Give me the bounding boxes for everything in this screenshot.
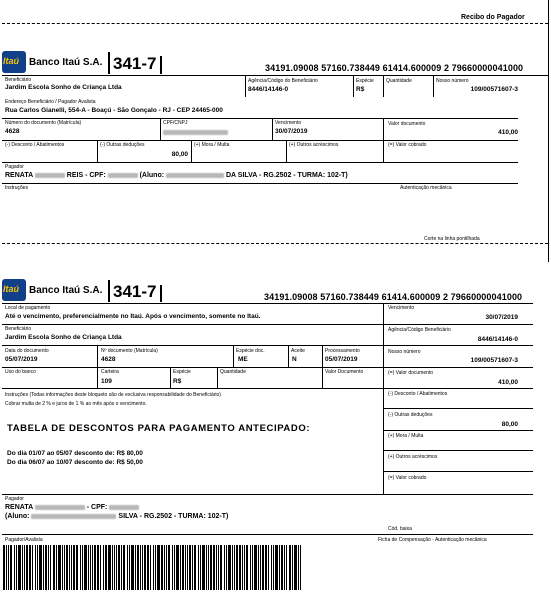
pagador-aluno-label: (Aluno: — [139, 172, 165, 179]
pagador-name: RENATA — [5, 504, 33, 511]
barcode-bar — [279, 545, 280, 590]
barcode-bar — [168, 545, 170, 590]
barcode-bar — [216, 545, 217, 590]
valor-cobrado-label: (=) Valor cobrado — [388, 142, 427, 148]
cod-baixa-label: Cód. baixa — [388, 526, 412, 532]
col-divider — [160, 118, 161, 140]
barcode-bar — [94, 545, 96, 590]
barcode-bar — [239, 545, 241, 590]
quantidade-label: Quantidade — [386, 78, 412, 84]
barcode-bar — [252, 545, 253, 590]
barcode-bar — [228, 545, 231, 590]
barcode-bar — [294, 545, 297, 590]
b-mora-label: (+) Mora / Multa — [388, 433, 424, 439]
barcode-bar — [121, 545, 122, 590]
b-especie-label: Espécie — [173, 369, 191, 375]
barcode-bar — [281, 545, 283, 590]
col-divider — [322, 345, 323, 367]
desconto-line-2: Do dia 06/07 ao 10/07 desconto de: R$ 50,00 — [7, 459, 143, 466]
barcode-bar — [202, 545, 205, 590]
b-desconto-label: (-) Desconto / Abatimentos — [388, 391, 448, 397]
row-rule — [2, 118, 518, 119]
data-doc-value: 05/07/2019 — [5, 356, 38, 363]
instrucoes-label: Instruções — [5, 185, 29, 191]
bank-name: Banco Itaú S.A. — [29, 57, 103, 68]
barcode — [3, 545, 308, 590]
barcode-bar — [155, 545, 156, 590]
row-rule — [2, 388, 533, 389]
barcode-bar — [118, 545, 120, 590]
row-rule — [2, 183, 518, 184]
redacted-text — [108, 173, 138, 178]
barcode-bar — [244, 545, 245, 590]
col-divider — [286, 140, 287, 162]
barcode-bar — [198, 545, 199, 590]
barcode-bar — [289, 545, 291, 590]
pagador-label: Pagador — [5, 164, 24, 170]
aceite-value: N — [292, 356, 297, 363]
row-rule — [2, 367, 533, 368]
beneficiario-label: Beneficiário — [5, 77, 32, 83]
barcode-bar — [43, 545, 44, 590]
b-outras-deducoes-label: (-) Outras deduções — [388, 412, 433, 418]
bank-code-bottom: 341-7 — [113, 282, 157, 301]
barcode-bar — [172, 545, 173, 590]
pagador-cpf-label: REIS - CPF: — [66, 172, 106, 179]
barcode-bar — [18, 545, 21, 590]
outras-deducoes-value: 80,00 — [171, 151, 188, 158]
barcode-bar — [88, 545, 89, 590]
barcode-bar — [84, 545, 87, 590]
col-divider — [97, 140, 98, 162]
barcode-bar — [108, 545, 111, 590]
b-pagador-line-2 — [5, 513, 228, 521]
barcode-bar — [142, 545, 143, 590]
aceite-label: Aceite — [291, 348, 305, 354]
header-rule — [2, 303, 533, 304]
b-instrucoes-label: Instruções (Todas informações deste bloqueto são de exclusiva responsabilidade do Beneficiário) — [5, 392, 221, 398]
col-divider — [433, 75, 434, 97]
barcode-bar — [48, 545, 49, 590]
processamento-value: 05/07/2019 — [325, 356, 358, 363]
barcode-bar — [90, 545, 91, 590]
barcode-bar — [147, 545, 149, 590]
barcode-bar — [14, 545, 15, 590]
col-divider — [272, 118, 273, 140]
barcode-bar — [298, 545, 299, 590]
b-acrescimos-label: (+) Outros acréscimos — [388, 454, 438, 460]
row-rule — [2, 345, 533, 346]
col-divider — [288, 345, 289, 367]
b-valor-doc-value: 410,00 — [498, 379, 518, 386]
pagador-name: RENATA — [5, 172, 33, 179]
endereco-value: Rua Carlos Gianelli, 554-A - Boaçú - São Gonçalo - RJ - CEP 24465-000 — [5, 107, 223, 114]
barcode-bar — [182, 545, 184, 590]
row-rule — [383, 471, 533, 472]
especie-label: Espécie — [356, 78, 374, 84]
desconto-line-1: Do dia 01/07 ao 05/07 desconto de: R$ 80,00 — [7, 450, 143, 457]
autenticacao-label: Autenticação mecânica — [400, 185, 452, 191]
barcode-bar — [194, 545, 196, 590]
barcode-bar — [208, 545, 209, 590]
barcode-bar — [164, 545, 165, 590]
col-divider — [322, 367, 323, 388]
b-valor-doc-label: (=) Valor documento — [388, 370, 434, 376]
barcode-bar — [24, 545, 25, 590]
barcode-bar — [176, 545, 179, 590]
barcode-bar — [127, 545, 128, 590]
itau-logo-bottom: Itaú — [2, 279, 26, 301]
barcode-bar — [185, 545, 186, 590]
barcode-bar — [232, 545, 233, 590]
barcode-bar — [103, 545, 104, 590]
barcode-bar — [92, 545, 93, 590]
row-rule — [2, 534, 533, 535]
b-pagador-label: Pagador — [5, 496, 24, 502]
bank-divider — [108, 280, 110, 302]
col-divider — [233, 345, 234, 367]
barcode-bar — [200, 545, 201, 590]
numero-doc-label: Número do documento (Matrícula) — [5, 120, 82, 126]
cut-line — [2, 243, 548, 244]
barcode-bar — [29, 545, 31, 590]
carteira-value: 109 — [101, 378, 112, 385]
barcode-bar — [131, 545, 134, 590]
bank-name-bottom: Banco Itaú S.A. — [29, 285, 103, 296]
row-rule — [383, 430, 533, 431]
barcode-bar — [273, 545, 274, 590]
barcode-bar — [246, 545, 248, 590]
barcode-bar — [210, 545, 212, 590]
barcode-bar — [150, 545, 151, 590]
barcode-bar — [137, 545, 139, 590]
barcode-bar — [254, 545, 257, 590]
local-label: Local de pagamento — [5, 305, 51, 311]
barcode-bar — [32, 545, 33, 590]
barcode-bar — [166, 545, 167, 590]
local-value: Até o vencimento, preferencialmente no Itaú. Após o vencimento, somente no Itaú. — [5, 313, 261, 320]
b-outras-deducoes-value: 80,00 — [501, 421, 518, 428]
barcode-bar — [226, 545, 227, 590]
barcode-bar — [80, 545, 81, 590]
ndoc-label: Nº documento (Matrícula) — [101, 348, 158, 354]
barcode-bar — [140, 545, 141, 590]
col-divider — [97, 367, 98, 388]
barcode-bar — [284, 545, 285, 590]
barcode-bar — [35, 545, 36, 590]
barcode-bar — [62, 545, 63, 590]
uso-banco-label: Uso do banco — [5, 369, 36, 375]
top-cut-line — [2, 23, 548, 24]
barcode-bar — [123, 545, 125, 590]
b-valor-cobrado-label: (=) Valor cobrado — [388, 475, 427, 481]
barcode-bar — [8, 545, 9, 590]
barcode-bar — [26, 545, 28, 590]
b-beneficiario-label: Beneficiário — [5, 326, 32, 332]
nosso-numero-label: Nosso número — [436, 78, 469, 84]
vencimento-value: 30/07/2019 — [275, 128, 308, 135]
b-vencimento-label: Vencimento — [388, 305, 415, 311]
agencia-label: Agência/Código do Beneficiário — [248, 78, 318, 84]
barcode-bar — [258, 545, 259, 590]
multa-text: Cobrar multa de 2 % e juros de 1 % ao mês após o vencimento. — [5, 401, 147, 407]
cpf-label: CPF/CNPJ — [163, 120, 188, 126]
barcode-bar — [58, 545, 61, 590]
barcode-bar — [116, 545, 117, 590]
col-divider — [353, 75, 354, 97]
barcode-bar — [213, 545, 215, 590]
col-divider — [383, 118, 384, 140]
row-rule — [2, 324, 533, 325]
barcode-bar — [271, 545, 272, 590]
barcode-bar — [73, 545, 75, 590]
row-rule — [2, 162, 518, 163]
barcode-bar — [260, 545, 261, 590]
pagador-aluno-info: DA SILVA - RG.2502 - TURMA: 102-T) — [225, 172, 348, 179]
barcode-bar — [37, 545, 38, 590]
pagador-aluno-label: (Aluno: — [5, 513, 30, 520]
data-doc-label: Data do documento — [5, 348, 49, 354]
col-divider — [191, 140, 192, 162]
b-quantidade-label: Quantidade — [220, 369, 246, 375]
especie-value: R$ — [356, 86, 365, 93]
receipt-title: Recibo do Pagador — [461, 14, 525, 21]
avalista-label: Pagador/Avalista — [5, 537, 43, 543]
barcode-bar — [192, 545, 193, 590]
barcode-bar — [144, 545, 146, 590]
beneficiario-value: Jardim Escola Sonho de Criança Ltda — [5, 84, 122, 91]
redacted-text — [35, 173, 65, 178]
redacted-text — [166, 173, 224, 178]
bank-divider-2 — [160, 56, 162, 74]
barcode-bar — [292, 545, 293, 590]
row-rule — [2, 494, 533, 495]
barcode-bar — [45, 545, 47, 590]
digitable-line: 34191.09008 57160.738449 61414.600009 2 79660000041000 — [265, 63, 524, 73]
barcode-bar — [76, 545, 78, 590]
pagador-aluno-info: SILVA - RG.2502 - TURMA: 102-T) — [118, 513, 229, 520]
b-agencia-value: 8446/14146-0 — [477, 336, 518, 343]
barcode-bar — [71, 545, 72, 590]
barcode-bar — [265, 545, 267, 590]
bank-divider-2 — [160, 285, 162, 302]
b-nosso-numero-label: Nosso número — [388, 349, 421, 355]
corte-label: Corte na linha pontilhada — [424, 236, 480, 242]
barcode-bar — [66, 545, 68, 590]
tabela-title: TABELA DE DESCONTOS PARA PAGAMENTO ANTECIPADO: — [7, 423, 311, 434]
barcode-bar — [3, 545, 5, 590]
barcode-bar — [236, 545, 238, 590]
barcode-bar — [39, 545, 42, 590]
redacted-text — [35, 505, 85, 510]
nosso-numero-value: 109/00571607-3 — [470, 86, 518, 93]
digitable-line-bottom: 34191.09008 57160.738449 61414.600009 2 79660000041000 — [264, 292, 523, 302]
b-vencimento-value: 30/07/2019 — [485, 314, 518, 321]
barcode-bar — [242, 545, 243, 590]
valor-doc-value: 410,00 — [498, 129, 518, 136]
redacted-text — [109, 505, 139, 510]
page-right-border — [548, 0, 549, 262]
outras-deducoes-label: (-) Outras deduções — [100, 142, 145, 148]
valor-doc-label: Valor documento — [388, 121, 426, 127]
barcode-bar — [10, 545, 12, 590]
barcode-bar — [262, 545, 264, 590]
b-especie-value: R$ — [173, 378, 182, 385]
barcode-bar — [234, 545, 235, 590]
ndoc-value: 4628 — [101, 356, 116, 363]
barcode-bar — [153, 545, 154, 590]
acrescimos-label: (+) Outros acréscimos — [289, 142, 339, 148]
barcode-bar — [180, 545, 181, 590]
barcode-bar — [161, 545, 163, 590]
barcode-bar — [218, 545, 219, 590]
row-rule — [383, 450, 533, 451]
bank-code: 341-7 — [113, 54, 157, 73]
row-rule — [2, 140, 518, 141]
valor-documento-label: Valor Documento — [325, 369, 364, 375]
barcode-bar — [69, 545, 70, 590]
processamento-label: Processamento — [325, 348, 360, 354]
pagador-cpf-label: - CPF: — [86, 504, 108, 511]
barcode-bar — [300, 545, 301, 590]
col-divider — [245, 75, 246, 97]
vencimento-label: Vencimento — [275, 120, 302, 126]
b-nosso-numero-value: 109/00571607-3 — [470, 357, 518, 364]
numero-doc-value: 4628 — [5, 128, 20, 135]
mora-label: (+) Mora / Multa — [194, 142, 230, 148]
barcode-bar — [22, 545, 23, 590]
col-divider — [217, 367, 218, 388]
col-divider — [97, 345, 98, 367]
col-divider — [383, 140, 384, 162]
especie-doc-value: ME — [238, 356, 248, 363]
barcode-bar — [105, 545, 107, 590]
row-rule — [383, 408, 533, 409]
itau-logo: Itaú — [2, 51, 26, 73]
cpf-redacted — [163, 130, 228, 135]
barcode-bar — [220, 545, 222, 590]
barcode-bar — [250, 545, 251, 590]
barcode-bar — [82, 545, 83, 590]
header-rule — [2, 75, 548, 76]
barcode-bar — [268, 545, 269, 590]
barcode-bar — [187, 545, 188, 590]
redacted-text — [31, 514, 116, 519]
barcode-bar — [206, 545, 207, 590]
right-column-divider — [383, 303, 384, 495]
carteira-label: Carteira — [101, 369, 119, 375]
barcode-bar — [97, 545, 99, 590]
barcode-bar — [112, 545, 113, 590]
barcode-bar — [129, 545, 130, 590]
ficha-label: Ficha de Compensação - Autenticação mecânica — [378, 537, 487, 543]
col-divider — [383, 75, 384, 97]
barcode-bar — [224, 545, 225, 590]
endereco-label: Endereço Beneficiário / Pagador Avalista — [5, 99, 96, 105]
barcode-bar — [50, 545, 51, 590]
barcode-bar — [189, 545, 191, 590]
b-agencia-label: Agência/Código Beneficiário — [388, 327, 451, 333]
barcode-bar — [100, 545, 101, 590]
barcode-bar — [286, 545, 287, 590]
barcode-bar — [6, 545, 7, 590]
bank-divider — [108, 52, 110, 74]
barcode-bar — [157, 545, 160, 590]
agencia-value: 8446/14146-0 — [248, 86, 289, 93]
barcode-bar — [275, 545, 278, 590]
barcode-bar — [53, 545, 55, 590]
barcode-bar — [135, 545, 136, 590]
barcode-bar — [174, 545, 175, 590]
barcode-bar — [64, 545, 65, 590]
barcode-bar — [56, 545, 57, 590]
especie-doc-label: Espécie doc. — [236, 348, 265, 354]
col-divider — [170, 367, 171, 388]
b-pagador-line-1 — [5, 504, 139, 512]
barcode-bar — [114, 545, 115, 590]
desconto-label: (-) Desconto / Abatimentos — [5, 142, 65, 148]
b-beneficiario-value: Jardim Escola Sonho de Criança Ltda — [5, 334, 122, 341]
pagador-value — [5, 172, 348, 180]
barcode-bar — [16, 545, 17, 590]
